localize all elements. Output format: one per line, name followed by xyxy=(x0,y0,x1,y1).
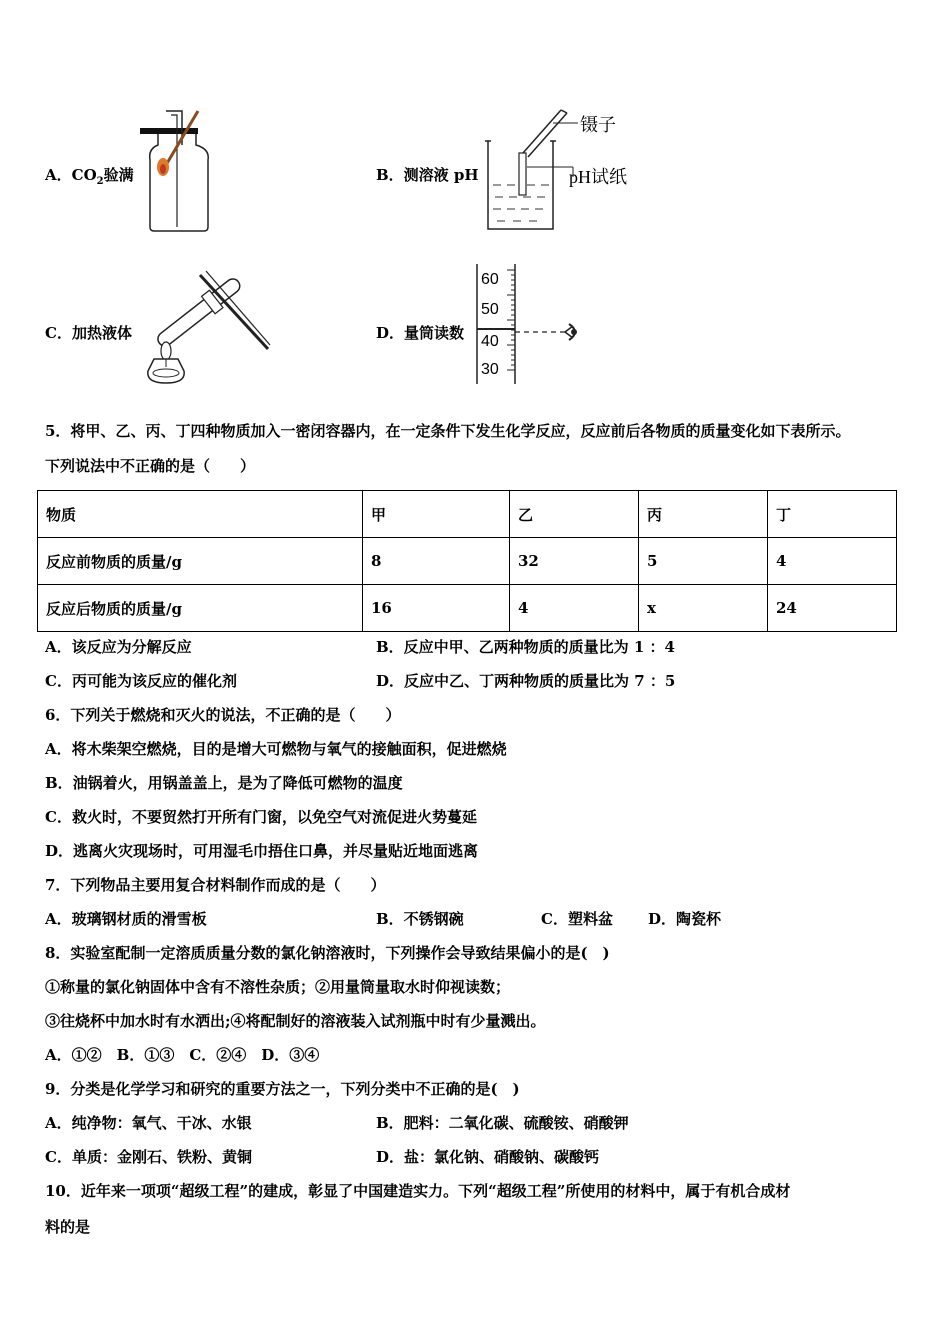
q9-option-d: D．盐：氯化钠、硝酸钠、碳酸钙 xyxy=(376,1148,600,1166)
table-cell: 24 xyxy=(768,585,897,632)
table-cell: 反应前物质的质量/g xyxy=(38,538,363,585)
q5-option-c: C．丙可能为该反应的催化剂 xyxy=(45,672,237,690)
table-header-row xyxy=(38,491,897,538)
q5-stem-line-1: 5．将甲、乙、丙、丁四种物质加入一密闭容器内，在一定条件下发生化学反应，反应前后各物质的质量变化如下表所示。 xyxy=(45,422,851,440)
table-row xyxy=(38,585,897,632)
q9-option-b: B．肥料：二氧化碳、硫酸铵、硝酸钾 xyxy=(376,1114,629,1132)
q7-option-b: B．不锈钢碗 xyxy=(376,910,464,928)
table-header-cell: 甲 xyxy=(363,491,510,538)
table-cell: x xyxy=(639,585,768,632)
q8-condition-line-1: ①称量的氯化钠固体中含有不溶性杂质；②用量筒量取水时仰视读数； xyxy=(45,978,511,996)
q5-option-b: B．反应中甲、乙两种物质的质量比为 1 ：4 xyxy=(376,638,675,656)
q6-option-a: A．将木柴架空燃烧，目的是增大可燃物与氧气的接触面积，促进燃烧 xyxy=(45,740,507,758)
table-row xyxy=(38,538,897,585)
q4-option-d-label: D．量筒读数 xyxy=(376,324,465,342)
table-cell: 32 xyxy=(510,538,639,585)
q5-option-d: D．反应中乙、丁两种物质的质量比为 7 ：5 xyxy=(376,672,676,690)
tick-40: 40 xyxy=(481,333,499,350)
q9-option-a: A．纯净物：氧气、干冰、水银 xyxy=(45,1114,252,1132)
table-cell: 4 xyxy=(510,585,639,632)
q8-condition-line-2: ③往烧杯中加水时有水洒出;④将配制好的溶液装入试剂瓶中时有少量溅出。 xyxy=(45,1012,546,1030)
q5-option-a: A．该反应为分解反应 xyxy=(45,638,192,656)
co2-bottle-figure xyxy=(138,105,213,233)
table-cell: 8 xyxy=(363,538,510,585)
q7-option-d: D．陶瓷杯 xyxy=(648,910,722,928)
tweezers-label: 镊子 xyxy=(580,115,616,135)
tick-60: 60 xyxy=(481,271,499,288)
q4-option-c-label: C．加热液体 xyxy=(45,324,132,342)
q7-option-a: A．玻璃钢材质的滑雪板 xyxy=(45,910,207,928)
ph-paper-label: pH试纸 xyxy=(569,167,627,187)
table-header-cell: 丁 xyxy=(768,491,897,538)
mass-change-table xyxy=(37,490,897,632)
tick-50: 50 xyxy=(481,301,499,318)
table-cell: 16 xyxy=(363,585,510,632)
q7-option-c: C．塑料盆 xyxy=(541,910,613,928)
q10-stem-line-2: 料的是 xyxy=(45,1218,91,1236)
q9-stem: 9．分类是化学学习和研究的重要方法之一，下列分类中不正确的是( ) xyxy=(45,1080,520,1098)
table-cell: 4 xyxy=(768,538,897,585)
q7-stem: 7．下列物品主要用复合材料制作而成的是（ ） xyxy=(45,876,386,894)
graduated-cylinder-figure xyxy=(473,262,588,387)
q6-stem: 6．下列关于燃烧和灭火的说法，不正确的是（ ） xyxy=(45,706,401,724)
q8-stem: 8．实验室配制一定溶质质量分数的氯化钠溶液时，下列操作会导致结果偏小的是( ) xyxy=(45,944,610,962)
q6-option-b: B．油锅着火，用锅盖盖上，是为了降低可燃物的温度 xyxy=(45,774,403,792)
table-cell: 反应后物质的质量/g xyxy=(38,585,363,632)
q10-stem-line-1: 10．近年来一项项“超级工程”的建成，彰显了中国建造实力。下列“超级工程”所使用的材料中，属于有机合成材 xyxy=(45,1182,791,1200)
table-cell: 5 xyxy=(639,538,768,585)
table-header-cell: 物质 xyxy=(38,491,363,538)
q6-option-c: C．救火时，不要贸然打开所有门窗，以免空气对流促进火势蔓延 xyxy=(45,808,477,826)
q5-stem-line-2: 下列说法中不正确的是（ ） xyxy=(45,457,256,475)
q8-options: A．①② B．①③ C．②④ D．③④ xyxy=(45,1046,320,1064)
table-header-cell: 丙 xyxy=(639,491,768,538)
heating-liquid-figure xyxy=(140,255,275,390)
q4-option-a-label: A．$CO_2$验满 xyxy=(45,166,134,187)
q9-option-c: C．单质：金刚石、铁粉、黄铜 xyxy=(45,1148,252,1166)
q4-option-b-label: B．测溶液 pH xyxy=(376,166,479,184)
table-header-cell: 乙 xyxy=(510,491,639,538)
q6-option-d: D．逃离火灾现场时，可用湿毛巾捂住口鼻，并尽量贴近地面逃离 xyxy=(45,842,479,860)
ph-test-figure xyxy=(483,105,633,235)
tick-30: 30 xyxy=(481,361,499,378)
